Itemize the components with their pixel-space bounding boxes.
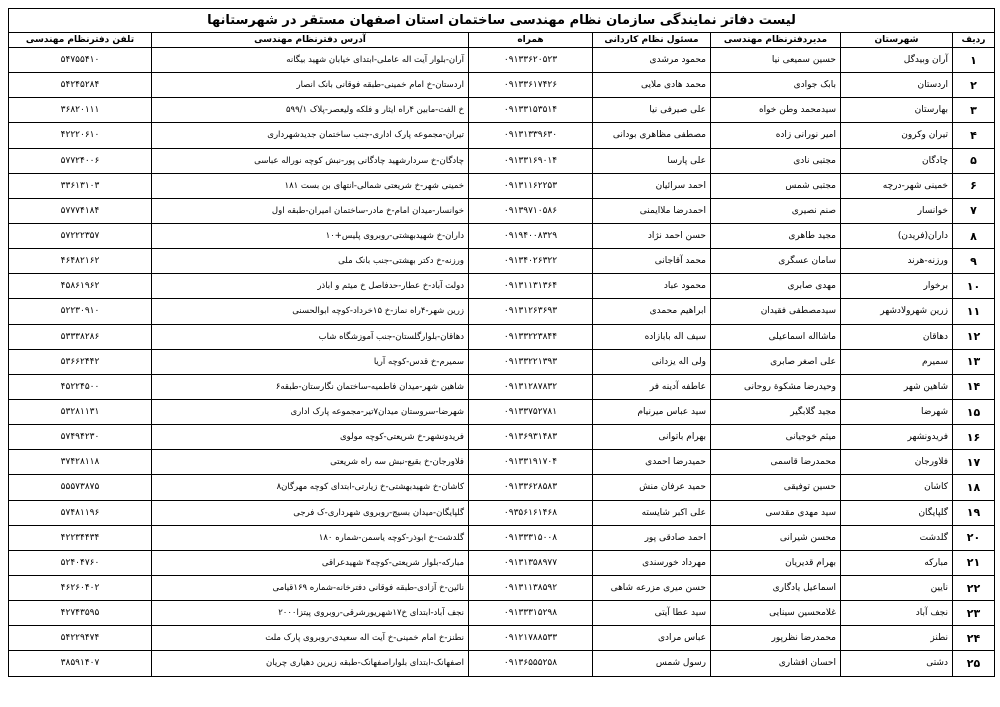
- row-number: ۱۳: [953, 349, 995, 374]
- responsible-cell: ابراهیم محمدی: [593, 299, 711, 324]
- phone-cell: ۵۳۲۸۱۱۳۱: [9, 399, 152, 424]
- table-row: [9, 450, 995, 475]
- row-number: ۲۰: [953, 525, 995, 550]
- col-header-responsible: مسئول نظام کاردانی: [593, 33, 711, 48]
- table-row: [9, 123, 995, 148]
- city-cell: کاشان: [841, 475, 953, 500]
- city-cell: مبارکه: [841, 550, 953, 575]
- phone-cell: ۳۸۵۹۱۴۰۷: [9, 651, 152, 676]
- manager-cell: سیدمحمد وطن خواه: [711, 98, 841, 123]
- manager-cell: مهدی صابری: [711, 274, 841, 299]
- address-cell: اردستان-خ امام خمینی-طبقه فوقانی بانک انصار: [152, 73, 469, 98]
- address-cell: شاهین شهر-میدان فاطمیه-ساختمان نگارستان-طبقه۶: [152, 374, 469, 399]
- table-row: [9, 349, 995, 374]
- col-header-mobile: همراه: [469, 33, 593, 48]
- row-number: ۷: [953, 198, 995, 223]
- mobile-cell: ۰۹۱۳۱۱۶۲۲۵۳: [469, 173, 593, 198]
- table-row: [9, 374, 995, 399]
- city-cell: گلدشت: [841, 525, 953, 550]
- responsible-cell: محمود مرشدی: [593, 48, 711, 73]
- table-row: [9, 500, 995, 525]
- manager-cell: بابک جوادی: [711, 73, 841, 98]
- table-row: [9, 324, 995, 349]
- table-row: [9, 626, 995, 651]
- city-cell: دشتی: [841, 651, 953, 676]
- manager-cell: غلامحسین سینایی: [711, 601, 841, 626]
- phone-cell: ۵۷۷۷۴۱۸۴: [9, 198, 152, 223]
- row-number: ۲۵: [953, 651, 995, 676]
- city-cell: فلاورجان: [841, 450, 953, 475]
- row-number: ۱۱: [953, 299, 995, 324]
- manager-cell: محسن شیرانی: [711, 525, 841, 550]
- address-cell: فلاورجان-خ بقیع-نبش سه راه شریعتی: [152, 450, 469, 475]
- table-row: [9, 550, 995, 575]
- table-row: [9, 223, 995, 248]
- responsible-cell: احمد صادقی پور: [593, 525, 711, 550]
- city-cell: آران وبیدگل: [841, 48, 953, 73]
- mobile-cell: ۰۹۱۳۳۶۲۸۵۸۳: [469, 475, 593, 500]
- table-row: [9, 148, 995, 173]
- mobile-cell: ۰۹۱۳۱۱۳۱۳۶۴: [469, 274, 593, 299]
- manager-cell: مجید گلابگیر: [711, 399, 841, 424]
- table-header-row: [9, 33, 995, 48]
- table-row: [9, 575, 995, 600]
- mobile-cell: ۰۹۱۳۳۶۱۷۴۲۶: [469, 73, 593, 98]
- manager-cell: احسان افشاری: [711, 651, 841, 676]
- row-number: ۲۱: [953, 550, 995, 575]
- phone-cell: ۳۳۶۱۳۱۰۳: [9, 173, 152, 198]
- responsible-cell: عباس مرادی: [593, 626, 711, 651]
- responsible-cell: سیف اله بابازاده: [593, 324, 711, 349]
- row-number: ۱۵: [953, 399, 995, 424]
- address-cell: چادگان-خ سردارشهید چادگانی پور-نبش کوچه نوراله عباسی: [152, 148, 469, 173]
- row-number: ۱۲: [953, 324, 995, 349]
- table-row: [9, 399, 995, 424]
- address-cell: کاشان-خ شهیدبهشتی-خ زیارتی-ابتدای کوچه مهرگان۸: [152, 475, 469, 500]
- table-row: [9, 73, 995, 98]
- responsible-cell: محمد آقاجانی: [593, 249, 711, 274]
- phone-cell: ۴۲۷۴۳۵۹۵: [9, 601, 152, 626]
- address-cell: سمیرم-خ قدس-کوچه آریا: [152, 349, 469, 374]
- address-cell: آران-بلوار آیت اله عاملی-ابتدای خیابان شهید بیگانه: [152, 48, 469, 73]
- phone-cell: ۵۳۶۶۲۴۴۲: [9, 349, 152, 374]
- manager-cell: مجید طاهری: [711, 223, 841, 248]
- table-row: [9, 48, 995, 73]
- phone-cell: ۵۷۷۲۴۰۰۶: [9, 148, 152, 173]
- mobile-cell: ۰۹۱۹۴۰۰۸۳۲۹: [469, 223, 593, 248]
- responsible-cell: حمید عرفان منش: [593, 475, 711, 500]
- city-cell: برخوار: [841, 274, 953, 299]
- table-row: [9, 98, 995, 123]
- responsible-cell: مهرداد خورسندی: [593, 550, 711, 575]
- address-cell: داران-خ شهیدبهشتی-روبروی پلیس+۱۰: [152, 223, 469, 248]
- address-cell: نطنز-خ امام خمینی-خ آیت اله سعیدی-روبروی پارک ملت: [152, 626, 469, 651]
- row-number: ۱۰: [953, 274, 995, 299]
- address-cell: دولت آباد-خ عطار-حدفاصل خ میثم و اباذر: [152, 274, 469, 299]
- mobile-cell: ۰۹۱۳۶۵۵۵۲۵۸: [469, 651, 593, 676]
- row-number: ۱۸: [953, 475, 995, 500]
- col-header-city: شهرستان: [841, 33, 953, 48]
- mobile-cell: ۰۹۱۲۱۷۸۸۵۳۳: [469, 626, 593, 651]
- phone-cell: ۵۴۷۵۵۴۱۰: [9, 48, 152, 73]
- address-cell: نائین-خ آزادی-طبقه فوقانی دفترخانه-شماره ۱۶۹قیامی: [152, 575, 469, 600]
- responsible-cell: علی پارسا: [593, 148, 711, 173]
- row-number: ۱۷: [953, 450, 995, 475]
- manager-cell: اسماعیل یادگاری: [711, 575, 841, 600]
- table-row: [9, 525, 995, 550]
- row-number: ۶: [953, 173, 995, 198]
- address-cell: خ الفت-مابین ۴راه ایثار و فلکه ولیعصر-پلاک ۵۹۹/۱: [152, 98, 469, 123]
- row-number: ۴: [953, 123, 995, 148]
- responsible-cell: حمیدرضا احمدی: [593, 450, 711, 475]
- col-header-phone: تلفن دفترنظام مهندسی: [9, 33, 152, 48]
- city-cell: اردستان: [841, 73, 953, 98]
- manager-cell: بهرام قدیریان: [711, 550, 841, 575]
- row-number: ۲: [953, 73, 995, 98]
- mobile-cell: ۰۹۱۳۱۳۳۹۶۳۰: [469, 123, 593, 148]
- phone-cell: ۴۲۲۳۴۴۳۴: [9, 525, 152, 550]
- responsible-cell: سید عباس میرنیام: [593, 399, 711, 424]
- phone-cell: ۵۵۵۷۳۸۷۵: [9, 475, 152, 500]
- manager-cell: صنم نصیری: [711, 198, 841, 223]
- row-number: ۸: [953, 223, 995, 248]
- city-cell: شهرضا: [841, 399, 953, 424]
- row-number: ۱: [953, 48, 995, 73]
- responsible-cell: بهرام باتوانی: [593, 425, 711, 450]
- city-cell: شاهین شهر: [841, 374, 953, 399]
- responsible-cell: عاطفه آدینه فر: [593, 374, 711, 399]
- city-cell: خمینی شهر-درچه: [841, 173, 953, 198]
- table-row: [9, 651, 995, 676]
- phone-cell: ۵۳۳۳۸۲۸۶: [9, 324, 152, 349]
- mobile-cell: ۰۹۱۳۱۲۶۳۶۹۳: [469, 299, 593, 324]
- mobile-cell: ۰۹۱۳۴۰۲۶۳۲۲: [469, 249, 593, 274]
- col-header-row: ردیف: [953, 33, 995, 48]
- offices-table: [8, 8, 995, 677]
- mobile-cell: ۰۹۱۳۳۱۵۳۵۱۴: [469, 98, 593, 123]
- phone-cell: ۵۲۲۳۰۹۱۰: [9, 299, 152, 324]
- responsible-cell: رسول شمس: [593, 651, 711, 676]
- row-number: ۱۹: [953, 500, 995, 525]
- phone-cell: ۴۵۲۲۴۵۰۰: [9, 374, 152, 399]
- phone-cell: ۴۲۲۲۰۶۱۰: [9, 123, 152, 148]
- address-cell: خمینی شهر-خ شریعتی شمالی-انتهای بن بست ۱۸۱: [152, 173, 469, 198]
- mobile-cell: ۰۹۱۳۳۳۱۵۲۹۸: [469, 601, 593, 626]
- row-number: ۲۴: [953, 626, 995, 651]
- col-header-manager: مدیردفترنظام مهندسی: [711, 33, 841, 48]
- phone-cell: ۳۷۴۲۸۱۱۸: [9, 450, 152, 475]
- address-cell: ورزنه-خ دکتر بهشتی-جنب بانک ملی: [152, 249, 469, 274]
- row-number: ۲۳: [953, 601, 995, 626]
- document-sheet: [8, 8, 994, 699]
- responsible-cell: احمدرضا ملاایمنی: [593, 198, 711, 223]
- mobile-cell: ۰۹۱۳۹۷۱۰۵۸۶: [469, 198, 593, 223]
- page-title: لیست دفاتر نمایندگی سازمان نظام مهندسی ساختمان استان اصفهان مستقر در شهرستانها: [9, 9, 995, 33]
- responsible-cell: احمد سرائیان: [593, 173, 711, 198]
- table-row: [9, 198, 995, 223]
- address-cell: دهاقان-بلوارگلستان-جنب آموزشگاه شاب: [152, 324, 469, 349]
- phone-cell: ۵۴۲۲۹۴۷۴: [9, 626, 152, 651]
- mobile-cell: ۰۹۱۳۳۱۶۹۰۱۴: [469, 148, 593, 173]
- responsible-cell: علی صیرفی نیا: [593, 98, 711, 123]
- row-number: ۱۶: [953, 425, 995, 450]
- row-number: ۵: [953, 148, 995, 173]
- phone-cell: ۴۵۸۶۱۹۶۲: [9, 274, 152, 299]
- city-cell: نایین: [841, 575, 953, 600]
- city-cell: بهارستان: [841, 98, 953, 123]
- mobile-cell: ۰۹۱۳۳۲۲۱۳۹۳: [469, 349, 593, 374]
- city-cell: زرین شهرولادشهر: [841, 299, 953, 324]
- phone-cell: ۵۷۲۲۲۳۵۷: [9, 223, 152, 248]
- col-header-address: آدرس دفترنظام مهندسی: [152, 33, 469, 48]
- manager-cell: وحیدرضا مشکوة روحانی: [711, 374, 841, 399]
- mobile-cell: ۰۹۳۵۶۱۶۱۴۶۸: [469, 500, 593, 525]
- city-cell: خوانسار: [841, 198, 953, 223]
- table-body: [9, 48, 995, 677]
- address-cell: زرین شهر-۴راه نماز-خ ۱۵خرداد-کوچه ابوالحسنی: [152, 299, 469, 324]
- address-cell: اصفهانک-ابتدای بلواراصفهانک-طبقه زیرین دهیاری چریان: [152, 651, 469, 676]
- manager-cell: حسین سمیعی نیا: [711, 48, 841, 73]
- mobile-cell: ۰۹۱۳۳۷۵۲۷۸۱: [469, 399, 593, 424]
- table-row: [9, 475, 995, 500]
- manager-cell: میثم خوجیانی: [711, 425, 841, 450]
- table-row: [9, 173, 995, 198]
- mobile-cell: ۰۹۱۳۱۲۸۷۸۳۲: [469, 374, 593, 399]
- responsible-cell: محمد هادی ملایی: [593, 73, 711, 98]
- manager-cell: محمدرضا قاسمی: [711, 450, 841, 475]
- manager-cell: علی اصغر صابری: [711, 349, 841, 374]
- manager-cell: امیر نورانی زاده: [711, 123, 841, 148]
- address-cell: گلپایگان-میدان بسیج-روبروی شهرداری-ک فرجی: [152, 500, 469, 525]
- city-cell: فریدونشهر: [841, 425, 953, 450]
- manager-cell: حسین توفیقی: [711, 475, 841, 500]
- city-cell: ورزنه-هرند: [841, 249, 953, 274]
- responsible-cell: حسن احمد نژاد: [593, 223, 711, 248]
- city-cell: نجف آباد: [841, 601, 953, 626]
- address-cell: نجف آباد-ابتدای خ۱۷شهریورشرقی-روبروی پیتزا۲۰۰۰: [152, 601, 469, 626]
- phone-cell: ۳۶۸۲۰۱۱۱: [9, 98, 152, 123]
- row-number: ۲۲: [953, 575, 995, 600]
- city-cell: چادگان: [841, 148, 953, 173]
- mobile-cell: ۰۹۱۳۶۹۳۱۴۸۳: [469, 425, 593, 450]
- table-row: [9, 601, 995, 626]
- mobile-cell: ۰۹۱۳۳۱۹۱۷۰۴: [469, 450, 593, 475]
- phone-cell: ۵۷۴۸۱۱۹۶: [9, 500, 152, 525]
- city-cell: گلپایگان: [841, 500, 953, 525]
- address-cell: گلدشت-خ ابوذر-کوچه یاسمن-شماره ۱۸۰: [152, 525, 469, 550]
- table-row: [9, 425, 995, 450]
- responsible-cell: سید عطا آیتی: [593, 601, 711, 626]
- mobile-cell: ۰۹۱۳۱۳۵۸۹۷۷: [469, 550, 593, 575]
- address-cell: خوانسار-میدان امام-خ مادر-ساختمان امیران-طبقه اول: [152, 198, 469, 223]
- address-cell: شهرضا-سروستان میدان۷تیر-مجموعه پارک اداری: [152, 399, 469, 424]
- mobile-cell: ۰۹۱۳۳۶۲۰۵۲۳: [469, 48, 593, 73]
- address-cell: تیران-مجموعه پارک اداری-جنب ساختمان جدیدشهرداری: [152, 123, 469, 148]
- table-row: [9, 249, 995, 274]
- responsible-cell: مصطفی مظاهری بودانی: [593, 123, 711, 148]
- manager-cell: مجتبی نادی: [711, 148, 841, 173]
- phone-cell: ۵۲۴۰۴۷۶۰: [9, 550, 152, 575]
- row-number: ۳: [953, 98, 995, 123]
- phone-cell: ۴۶۴۸۲۱۶۲: [9, 249, 152, 274]
- city-cell: دهاقان: [841, 324, 953, 349]
- mobile-cell: ۰۹۱۳۳۲۲۳۸۴۴: [469, 324, 593, 349]
- manager-cell: ماشااله اسماعیلی: [711, 324, 841, 349]
- manager-cell: مجتبی شمس: [711, 173, 841, 198]
- manager-cell: محمدرضا نظرپور: [711, 626, 841, 651]
- city-cell: داران(فریدن): [841, 223, 953, 248]
- row-number: ۹: [953, 249, 995, 274]
- address-cell: فریدونشهر-خ شریعتی-کوچه مولوی: [152, 425, 469, 450]
- responsible-cell: ولی اله یزدانی: [593, 349, 711, 374]
- responsible-cell: حسن میری مزرعه شاهی: [593, 575, 711, 600]
- mobile-cell: ۰۹۱۳۳۳۱۵۰۰۸: [469, 525, 593, 550]
- address-cell: مبارکه-بلوار شریعتی-کوچه۴ شهیدعراقی: [152, 550, 469, 575]
- table-row: [9, 274, 995, 299]
- city-cell: تیران وکرون: [841, 123, 953, 148]
- responsible-cell: محمود عباد: [593, 274, 711, 299]
- table-row: [9, 299, 995, 324]
- manager-cell: سیدمصطفی فقیدان: [711, 299, 841, 324]
- city-cell: نطنز: [841, 626, 953, 651]
- city-cell: سمیرم: [841, 349, 953, 374]
- row-number: ۱۴: [953, 374, 995, 399]
- responsible-cell: علی اکبر شایسته: [593, 500, 711, 525]
- manager-cell: سید مهدی مقدسی: [711, 500, 841, 525]
- phone-cell: ۵۷۴۹۴۲۳۰: [9, 425, 152, 450]
- phone-cell: ۵۴۲۴۵۲۸۴: [9, 73, 152, 98]
- mobile-cell: ۰۹۱۳۱۱۳۸۵۹۲: [469, 575, 593, 600]
- phone-cell: ۴۶۲۶۰۴۰۲: [9, 575, 152, 600]
- manager-cell: سامان عسگری: [711, 249, 841, 274]
